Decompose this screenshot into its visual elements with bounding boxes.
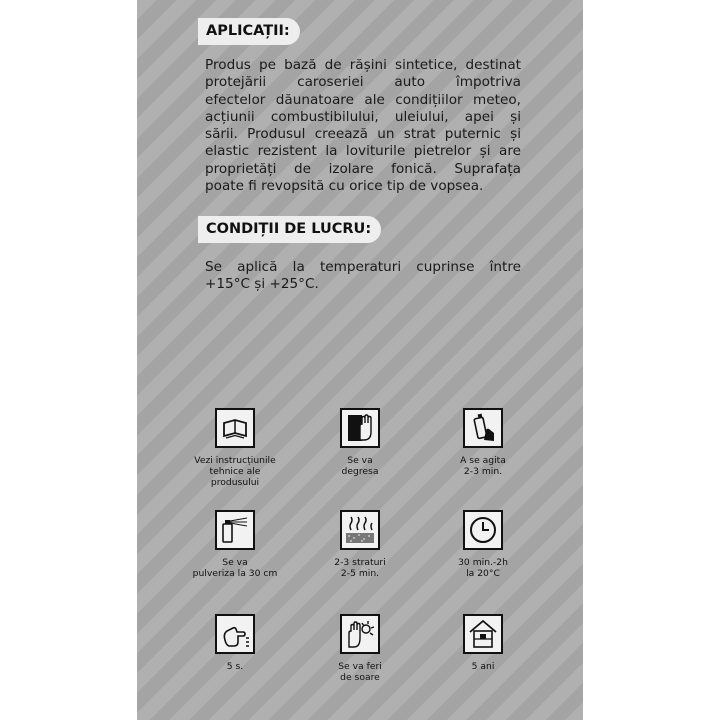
shake-can-icon — [463, 408, 503, 448]
text-line: elastic rezistent la loviturile pietrelor și are — [205, 143, 521, 160]
pictogram-instructions — [180, 408, 290, 488]
pictogram-wait — [180, 614, 290, 672]
house-storage-icon — [463, 614, 503, 654]
applications-text — [205, 57, 521, 195]
text-line: protejării caroseriei auto împotriva — [205, 74, 521, 91]
text-line: Se aplică la temperaturi cuprinse între — [205, 259, 521, 275]
text-line: acțiunii combustibilului, uleiului, apei și — [205, 108, 521, 125]
pictogram-spray — [180, 510, 290, 579]
pictogram-degrease — [305, 408, 415, 477]
work-conditions-text — [205, 259, 521, 294]
pictogram-drying-time — [428, 510, 538, 579]
text-line: poate fi revopsită cu orice tip de vopsea. — [205, 178, 484, 195]
pictogram-caption: 5 s. — [226, 661, 244, 672]
clock-icon — [463, 510, 503, 550]
text-line: sării. Produsul creează un strat puternic și — [205, 126, 521, 143]
pictogram-caption: Se va pulveriza la 30 cm — [192, 557, 278, 579]
pictogram-caption: Vezi instrucțiunile tehnice ale produsului — [194, 455, 276, 488]
work-conditions-heading: CONDIȚII DE LUCRU: — [198, 216, 381, 243]
pictogram-caption: Se va feri de soare — [338, 661, 382, 683]
pictogram-caption: 2-3 straturi 2-5 min. — [334, 557, 386, 579]
pictogram-sun — [305, 614, 415, 683]
pictogram-shelf-life — [428, 614, 538, 672]
pictogram-caption: 30 min.-2h la 20°C — [458, 557, 508, 579]
label-panel — [137, 0, 583, 720]
applications-heading: APLICAȚII: — [198, 18, 300, 45]
pictogram-caption: 5 ani — [471, 661, 495, 672]
book-icon — [215, 408, 255, 448]
text-line: Produs pe bază de rășini sintetice, destinat — [205, 57, 521, 73]
text-line: proprietăți de izolare fonică. Suprafața — [205, 160, 521, 177]
text-line: +15°C și +25°C. — [205, 276, 319, 293]
pictogram-layers — [305, 510, 415, 579]
text-line: efectelor dăunatoare ale condițiilor meteo, — [205, 91, 521, 108]
spray-can-icon — [215, 510, 255, 550]
pictogram-shake — [428, 408, 538, 477]
hand-count-icon — [215, 614, 255, 654]
sun-glove-icon — [340, 614, 380, 654]
layers-heat-icon — [340, 510, 380, 550]
pictogram-caption: A se agita 2-3 min. — [460, 455, 506, 477]
degrease-hand-icon — [340, 408, 380, 448]
pictogram-caption: Se va degresa — [341, 455, 379, 477]
